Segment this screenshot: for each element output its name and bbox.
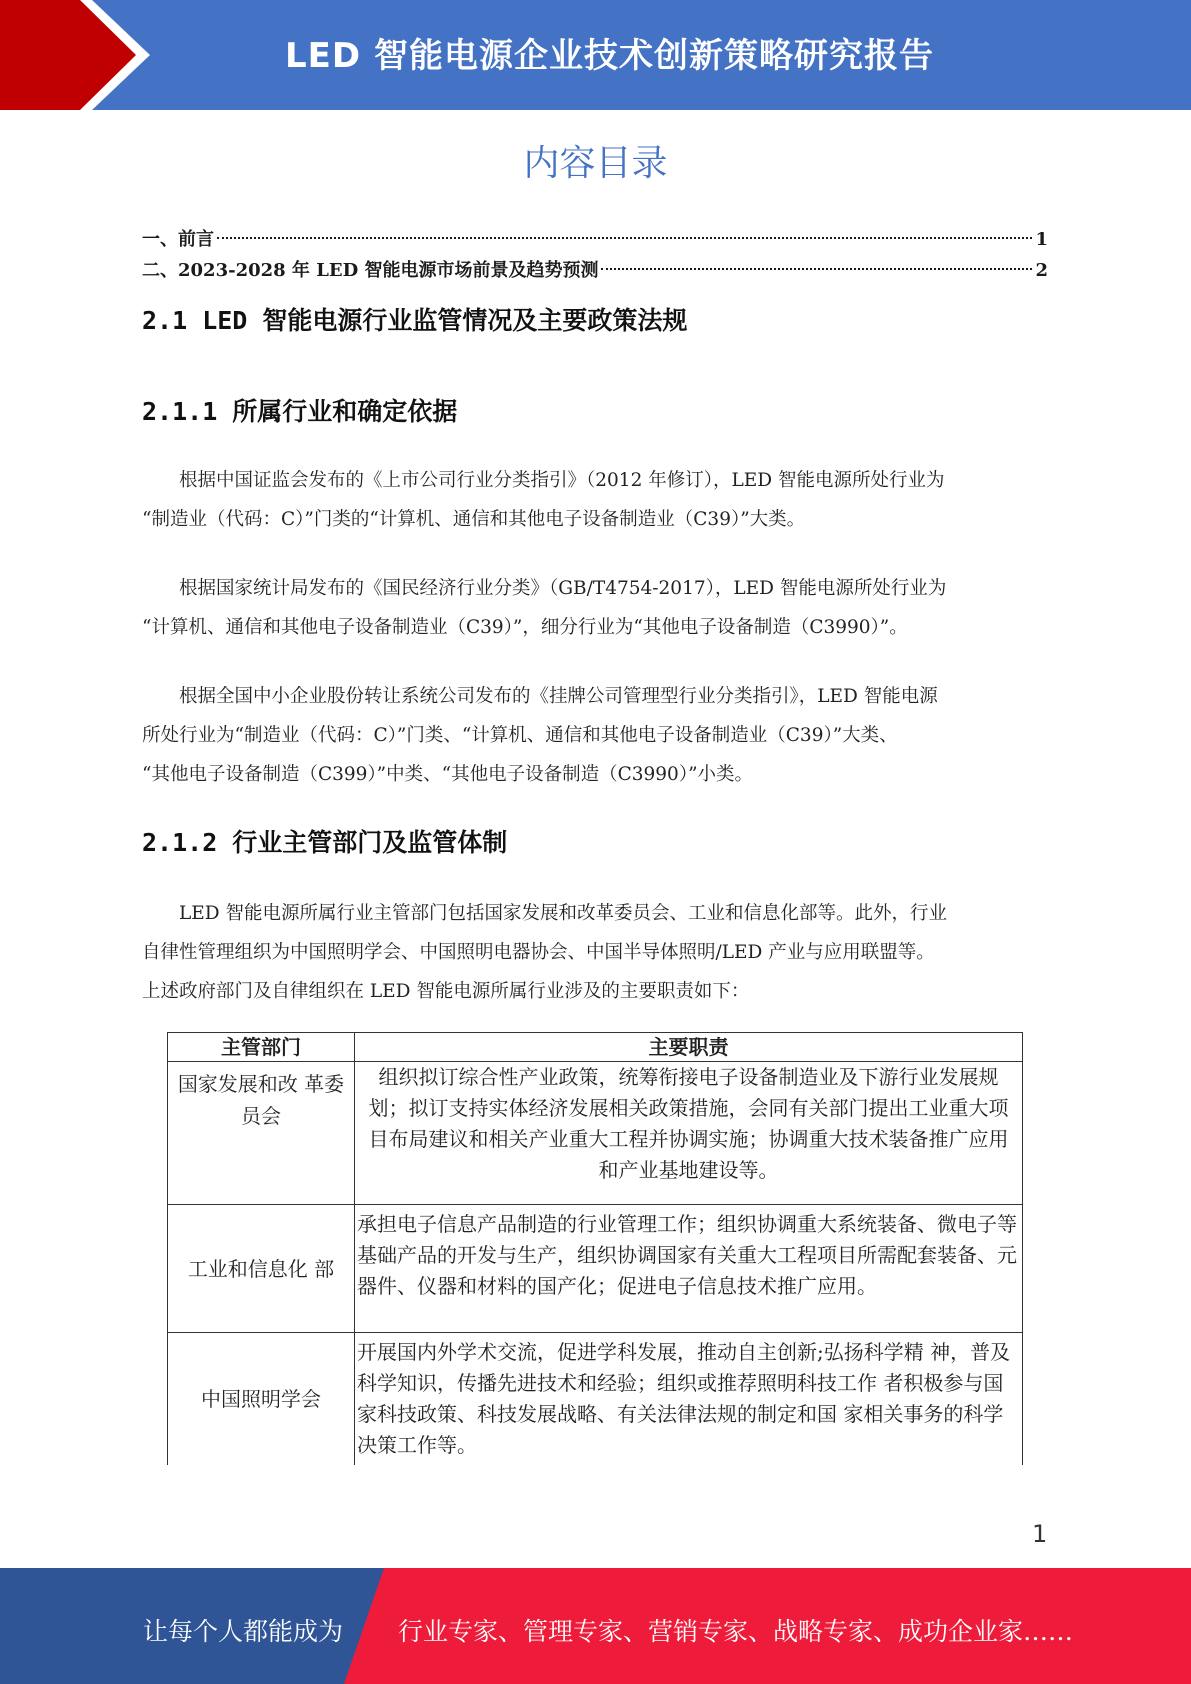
paragraph-line: 根据国家统计局发布的《国民经济行业分类》（GB/T4754-2017），LED 智能电源所处行业为 xyxy=(179,578,947,599)
footer-banner xyxy=(0,1568,1191,1684)
section-heading-2-1-2: 2.1.2 行业主管部门及监管体制 xyxy=(142,828,508,857)
paragraph-line: “计算机、通信和其他电子设备制造业（C39）”，细分行业为“其他电子设备制造（C3990）”。 xyxy=(142,617,908,638)
report-header-banner xyxy=(0,0,1191,110)
paragraph-line: 上述政府部门及自律组织在 LED 智能电源所属行业涉及的主要职责如下： xyxy=(142,981,750,1002)
toc-entry-page: 1 xyxy=(1035,229,1048,250)
table-cell-duty: 承担电子信息产品制造的行业管理工作；组织协调重大系统装备、微电子等基础产品的开发与生产，组织协调国家有关重大工程项目所需配套装备、元器件、仪器和材料的国产化；促进电子信息技术推广应用。 xyxy=(355,1205,1023,1333)
table-header-dept: 主管部门 xyxy=(168,1033,355,1062)
toc-entry-label: 二、2023-2028 年 LED 智能电源市场前景及趋势预测 xyxy=(142,260,599,281)
paragraph-line: 根据全国中小企业股份转让系统公司发布的《挂牌公司管理型行业分类指引》，LED 智能电源 xyxy=(179,686,938,707)
report-title: LED 智能电源企业技术创新策略研究报告 xyxy=(285,36,934,76)
page-number: 1 xyxy=(1032,1520,1048,1548)
table-cell-duty: 组织拟订综合性产业政策，统筹衔接电子设备制造业及下游行业发展规划；拟订支持实体经济发展相关政策措施，会同有关部门提出工业重大项目布局建议和相关产业重大工程并协调实施；协调重大技术装备推广应用和产业基地建设等。 xyxy=(355,1062,1023,1205)
table-row xyxy=(168,1333,1023,1466)
toc-heading: 内容目录 xyxy=(523,143,668,184)
table-row xyxy=(168,1205,1023,1333)
header-chevron-icon xyxy=(0,0,160,110)
paragraph-neeq-classification xyxy=(142,677,1046,794)
paragraph-line: “其他电子设备制造（C399）”中类、“其他电子设备制造（C3990）”小类。 xyxy=(142,764,754,785)
table-of-contents xyxy=(142,224,1048,286)
paragraph-line: 自律性管理组织为中国照明学会、中国照明电器协会、中国半导体照明/LED 产业与应用联盟等。 xyxy=(142,942,935,963)
paragraph-line: LED 智能电源所属行业主管部门包括国家发展和改革委员会、工业和信息化部等。此外，行业 xyxy=(179,903,948,924)
paragraph-csrc-classification xyxy=(142,461,1046,539)
toc-entry-preface[interactable] xyxy=(142,224,1048,255)
section-heading-2-1: 2.1 LED 智能电源行业监管情况及主要政策法规 xyxy=(142,306,688,335)
table-header-row xyxy=(168,1033,1023,1062)
table-row xyxy=(168,1062,1023,1205)
table-cell-duty: 开展国内外学术交流，促进学科发展，推动自主创新;弘扬科学精 神，普及科学知识，传播先进技术和经验；组织或推荐照明科技工作 者积极参与国家科技政策、科技发展战略、有关法律法规的制定和国 家相关事务的科学决策工作等。 xyxy=(355,1333,1023,1466)
toc-entry-forecast[interactable] xyxy=(142,255,1048,286)
regulator-duties-table xyxy=(167,1032,1023,1465)
toc-entry-label: 一、前言 xyxy=(142,229,214,250)
paragraph-line: “制造业（代码：C）”门类的“计算机、通信和其他电子设备制造业（C39）”大类。 xyxy=(142,509,806,530)
footer-slogan-left: 让每个人都能成为 xyxy=(143,1617,344,1646)
paragraph-line: 根据中国证监会发布的《上市公司行业分类指引》（2012 年修订），LED 智能电源所处行业为 xyxy=(179,470,945,491)
paragraph-nbs-classification xyxy=(142,569,1046,647)
table-header-duty: 主要职责 xyxy=(355,1033,1023,1062)
toc-leader-dots xyxy=(217,237,1032,239)
paragraph-line: 所处行业为“制造业（代码：C）”门类、“计算机、通信和其他电子设备制造业（C39）”大类、 xyxy=(142,725,898,746)
paragraph-regulators xyxy=(142,894,1046,1011)
toc-entry-page: 2 xyxy=(1035,260,1048,281)
toc-leader-dots xyxy=(601,268,1032,270)
footer-slogan-right: 行业专家、管理专家、营销专家、战略专家、成功企业家…… xyxy=(398,1617,1074,1646)
table-cell-dept: 工业和信息化 部 xyxy=(168,1205,355,1333)
table-cell-dept: 中国照明学会 xyxy=(168,1333,355,1466)
section-heading-2-1-1: 2.1.1 所属行业和确定依据 xyxy=(142,397,458,426)
table-cell-dept: 国家发展和改 革委员会 xyxy=(168,1062,355,1205)
